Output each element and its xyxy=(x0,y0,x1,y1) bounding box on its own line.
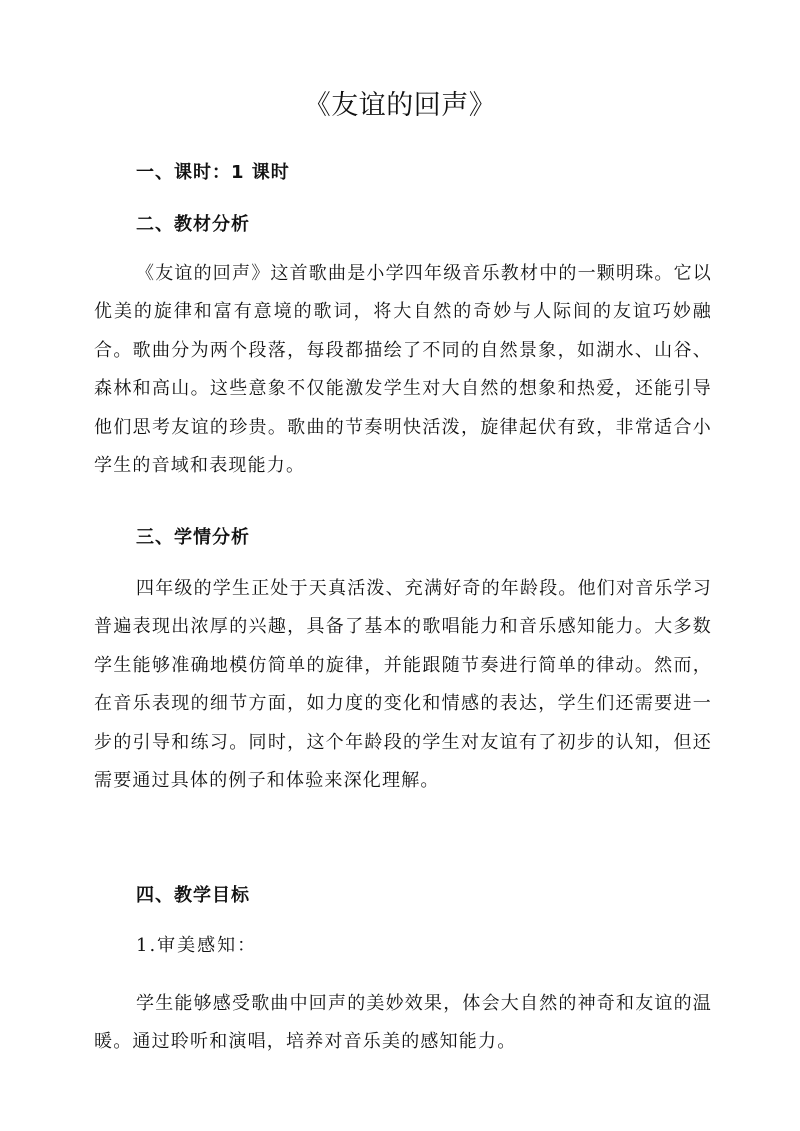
document-title: 《友谊的回声》 xyxy=(303,90,497,121)
paragraph-aesthetic-perception: 学生能够感受歌曲中回声的美妙效果，体会大自然的神奇和友谊的温暖。通过聆听和演唱，培养对音乐美的感知能力。 xyxy=(94,993,712,1053)
section-heading-material-analysis: 二、教材分析 xyxy=(136,214,250,235)
section-heading-student-analysis: 三、学情分析 xyxy=(136,527,250,548)
paragraph-material-analysis: 《友谊的回声》这首歌曲是小学四年级音乐教材中的一颗明珠。它以优美的旋律和富有意境的歌词，将大自然的奇妙与人际间的友谊巧妙融合。歌曲分为两个段落，每段都描绘了不同的自然景象，如湖水、山谷、森林和高山。这些意象不仅能激发学生对大自然的想象和热爱，还能引导他们思考友谊的珍贵。歌曲的节奏明快活泼，旋律起伏有致，非常适合小学生的音域和表现能力。 xyxy=(94,263,712,477)
subheading-aesthetic-perception: 1.审美感知： xyxy=(136,935,258,956)
paragraph-student-analysis: 四年级的学生正处于天真活泼、充满好奇的年龄段。他们对音乐学习普遍表现出浓厚的兴趣，具备了基本的歌唱能力和音乐感知能力。大多数学生能够准确地模仿简单的旋律，并能跟随节奏进行简单的律动。然而，在音乐表现的细节方面，如力度的变化和情感的表达，学生们还需要进一步的引导和练习。同时，这个年龄段的学生对友谊有了初步的认知，但还需要通过具体的例子和体验来深化理解。 xyxy=(94,578,712,792)
section-heading-class-hours: 一、课时：1 课时 xyxy=(136,162,290,183)
section-heading-teaching-goals: 四、教学目标 xyxy=(136,885,250,906)
